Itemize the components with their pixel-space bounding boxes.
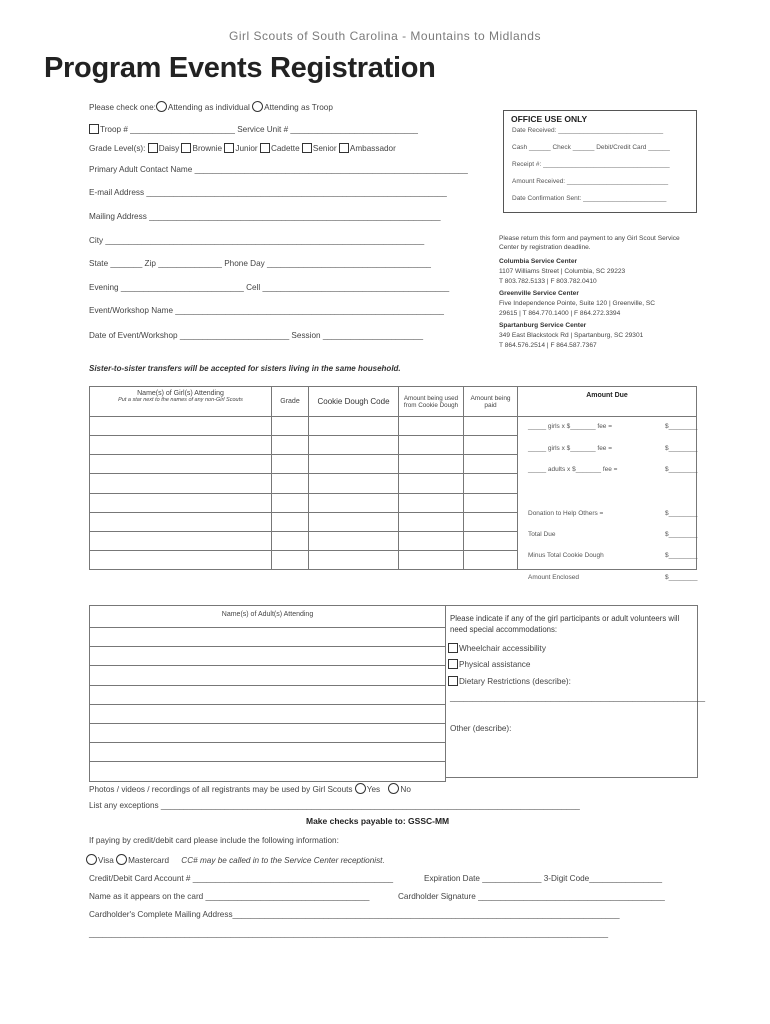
- wheelchair-checkbox[interactable]: [448, 643, 458, 653]
- office-use-header: OFFICE USE ONLY: [511, 114, 588, 124]
- photo-yes-radio[interactable]: [355, 783, 366, 794]
- grade-levels-row: [89, 143, 396, 153]
- ambassador-checkbox[interactable]: [339, 143, 349, 153]
- brownie-label: Brownie: [192, 144, 223, 153]
- wheelchair-label: Wheelchair accessibility: [459, 644, 546, 653]
- troop-checkbox[interactable]: [89, 124, 99, 134]
- due-adults: _____ adults x $_______ fee =: [528, 466, 618, 473]
- cadette-label: Cadette: [270, 144, 300, 153]
- due-girls-2-total[interactable]: $________: [665, 445, 698, 452]
- return-instructions: Please return this form and payment to any Girl Scout Service Center by registration deadline.: [499, 235, 680, 251]
- girl-name-cell[interactable]: [90, 417, 272, 436]
- grade-cell[interactable]: [272, 455, 309, 474]
- due-cookie-value[interactable]: $________: [665, 552, 698, 559]
- girls-names-note: Put a star next to the names of any non-Girl Scouts: [118, 397, 243, 403]
- office-line: Amount Received: ____________________________: [512, 178, 669, 185]
- service-centers: [499, 257, 655, 351]
- amount-used-cell[interactable]: [399, 436, 464, 455]
- expiration-code-field[interactable]: Expiration Date _____________ 3-Digit Code________________: [424, 874, 663, 883]
- ambassador-label: Ambassador: [349, 144, 396, 153]
- girl-name-cell[interactable]: [90, 493, 272, 512]
- center-address: 349 East Blackstock Rd | Spartanburg, SC 29301: [499, 332, 644, 339]
- card-type-row: [86, 854, 385, 865]
- amount-paid-cell[interactable]: [464, 455, 518, 474]
- card-account-field[interactable]: Credit/Debit Card Account # ____________________________________________: [89, 874, 394, 883]
- attendance-type-row: [89, 101, 333, 112]
- center-name: Columbia Service Center: [499, 258, 578, 265]
- photo-no-radio[interactable]: [388, 783, 399, 794]
- cookie-code-cell[interactable]: [309, 493, 399, 512]
- amount-used-cell[interactable]: [399, 531, 464, 550]
- mastercard-label: Mastercard: [128, 856, 170, 865]
- due-total: Total Due: [528, 531, 556, 538]
- amount-used-cell[interactable]: [399, 455, 464, 474]
- payable-note: Make checks payable to: GSSC-MM: [306, 816, 450, 826]
- daisy-checkbox[interactable]: [148, 143, 158, 153]
- grade-header: Grade: [272, 387, 309, 417]
- cc-call-note: CC# may be called in to the Service Center receptionist.: [181, 856, 385, 865]
- girl-name-cell[interactable]: [90, 512, 272, 531]
- amount-paid-cell[interactable]: [464, 417, 518, 436]
- troop-row: [89, 124, 418, 134]
- amount-paid-cell[interactable]: [464, 531, 518, 550]
- girl-name-cell[interactable]: [90, 436, 272, 455]
- girl-name-cell[interactable]: [90, 455, 272, 474]
- grade-cell[interactable]: [272, 512, 309, 531]
- adult-name-cell[interactable]: [90, 685, 446, 704]
- contact-name-field[interactable]: Primary Adult Contact Name ____________________________________________________________: [89, 165, 468, 174]
- event-name-field[interactable]: Event/Workshop Name ___________________________________________________________: [89, 306, 444, 315]
- due-cookie: Minus Total Cookie Dough: [528, 552, 604, 559]
- grade-cell[interactable]: [272, 474, 309, 493]
- accommodations-box: [445, 605, 705, 778]
- amount-used-cell[interactable]: [399, 493, 464, 512]
- girls-registration-table: [89, 386, 698, 581]
- physical-label: Physical assistance: [459, 660, 531, 669]
- check-one-label: Please check one:: [89, 103, 156, 112]
- cadette-checkbox[interactable]: [260, 143, 270, 153]
- adult-name-cell[interactable]: [90, 628, 446, 647]
- center-phone: T 864.576.2514 | F 864.587.7367: [499, 342, 597, 349]
- state-zip-phone-field[interactable]: State _______ Zip ______________ Phone Day ____________________________________: [89, 259, 431, 268]
- amount-used-cell[interactable]: [399, 417, 464, 436]
- sister-transfer-note: Sister-to-sister transfers will be accepted for sisters living in the same household.: [89, 364, 401, 373]
- due-donation-total[interactable]: $________: [665, 510, 698, 517]
- name-on-card-field[interactable]: Name as it appears on the card ____________________________________: [89, 892, 370, 901]
- physical-checkbox[interactable]: [448, 659, 458, 669]
- grade-cell[interactable]: [272, 493, 309, 512]
- troop-radio[interactable]: [252, 101, 263, 112]
- adult-name-cell[interactable]: [90, 723, 446, 742]
- grade-cell[interactable]: [272, 550, 309, 569]
- adult-name-cell[interactable]: [90, 704, 446, 723]
- daisy-label: Daisy: [158, 144, 180, 153]
- center-address: Five Independence Pointe, Suite 120 | Greenville, SC: [499, 300, 656, 307]
- cookie-code-cell[interactable]: [309, 531, 399, 550]
- other-label[interactable]: Other (describe):: [450, 724, 512, 733]
- mastercard-radio[interactable]: [116, 854, 127, 865]
- cookie-code-cell[interactable]: [309, 436, 399, 455]
- due-donation: Donation to Help Others =: [528, 510, 604, 517]
- cardholder-address-field[interactable]: Cardholder's Complete Mailing Address_____________________________________________________________________________________: [89, 910, 620, 919]
- grade-levels-label: Grade Level(s):: [89, 144, 146, 153]
- due-total-value[interactable]: $________: [665, 531, 698, 538]
- girls-names-label: Name(s) of Girl(s) Attending: [137, 390, 224, 397]
- center-phone: T 803.782.5133 | F 803.782.0410: [499, 278, 597, 285]
- mailing-address-field[interactable]: Mailing Address ________________________________________________________________: [89, 212, 441, 221]
- photo-consent-row: [89, 783, 411, 794]
- cookie-code-cell[interactable]: [309, 474, 399, 493]
- amount-used-cell[interactable]: [399, 512, 464, 531]
- brownie-checkbox[interactable]: [181, 143, 191, 153]
- due-adults-total[interactable]: $________: [665, 466, 698, 473]
- center-name: Greenville Service Center: [499, 290, 579, 297]
- grade-cell[interactable]: [272, 417, 309, 436]
- due-girls-2: _____ girls x $_______ fee =: [528, 445, 613, 452]
- adult-name-cell[interactable]: [90, 762, 446, 781]
- office-line: Date Received: _____________________________: [512, 127, 664, 134]
- amount-paid-cell[interactable]: [464, 550, 518, 569]
- office-use-box: [503, 110, 697, 213]
- center-address: 1107 Williams Street | Columbia, SC 29223: [499, 268, 626, 275]
- grade-cell[interactable]: [272, 436, 309, 455]
- photo-no-label: No: [400, 785, 411, 794]
- center-name: Spartanburg Service Center: [499, 322, 587, 329]
- organization-name: Girl Scouts of South Carolina - Mountains to Midlands: [229, 29, 541, 43]
- amount-due-header: Amount Due: [518, 387, 697, 417]
- city-field[interactable]: City ______________________________________________________________________: [89, 236, 425, 245]
- office-line: Cash ______ Check ______ Debit/Credit Card ______: [512, 144, 670, 151]
- dietary-label: Dietary Restrictions (describe):: [459, 677, 571, 686]
- adults-table: [89, 605, 446, 782]
- adult-name-cell[interactable]: [90, 743, 446, 762]
- due-girls-1-total[interactable]: $________: [665, 423, 698, 430]
- cookie-code-cell[interactable]: [309, 512, 399, 531]
- dietary-row: [448, 676, 571, 686]
- event-date-session-field[interactable]: Date of Event/Workshop ________________________ Session ______________________: [89, 331, 424, 340]
- due-girls-1: _____ girls x $_______ fee =: [528, 423, 613, 430]
- cardholder-address-line-2[interactable]: __________________________________________________________________________________________________________________: [89, 929, 609, 938]
- office-line: Date Confirmation Sent: _______________________: [512, 195, 667, 202]
- grade-cell[interactable]: [272, 531, 309, 550]
- visa-radio[interactable]: [86, 854, 97, 865]
- amount-paid-header: Amount being paid: [464, 387, 518, 417]
- due-enclosed: Amount Enclosed: [528, 574, 579, 581]
- troop-label: Attending as Troop: [264, 103, 333, 112]
- adults-header: Name(s) of Adult(s) Attending: [90, 606, 446, 628]
- individual-radio[interactable]: [156, 101, 167, 112]
- cookie-code-header: Cookie Dough Code: [309, 387, 399, 417]
- email-field[interactable]: E-mail Address __________________________________________________________________: [89, 188, 447, 197]
- cookie-code-cell[interactable]: [309, 455, 399, 474]
- evening-cell-field[interactable]: Evening ___________________________ Cell _________________________________________: [89, 283, 450, 292]
- wheelchair-row: [448, 643, 546, 653]
- credit-card-note: If paying by credit/debit card please include the following information:: [89, 836, 339, 845]
- center-phone: 29615 | T 864.770.1400 | F 864.272.3394: [499, 310, 621, 317]
- amount-paid-cell[interactable]: [464, 436, 518, 455]
- photo-yes-label: Yes: [366, 785, 381, 794]
- amount-paid-cell[interactable]: [464, 474, 518, 493]
- adult-name-cell[interactable]: [90, 647, 446, 666]
- cookie-code-cell[interactable]: [309, 550, 399, 569]
- amount-paid-cell[interactable]: [464, 493, 518, 512]
- senior-label: Senior: [312, 144, 337, 153]
- amount-due-cell: [518, 417, 698, 581]
- cookie-code-cell[interactable]: [309, 417, 399, 436]
- dietary-line[interactable]: ________________________________________________________: [450, 693, 705, 702]
- individual-label: Attending as individual: [167, 103, 250, 112]
- signature-field[interactable]: Cardholder Signature _________________________________________: [398, 892, 665, 901]
- dietary-checkbox[interactable]: [448, 676, 458, 686]
- amount-paid-cell[interactable]: [464, 512, 518, 531]
- junior-checkbox[interactable]: [224, 143, 234, 153]
- office-line: Receipt #: ___________________________________: [512, 161, 670, 168]
- junior-label: Junior: [235, 144, 258, 153]
- girl-name-cell[interactable]: [90, 474, 272, 493]
- visa-label: Visa: [98, 856, 114, 865]
- physical-row: [448, 659, 530, 669]
- girl-name-cell[interactable]: [90, 531, 272, 550]
- amount-used-cell[interactable]: [399, 550, 464, 569]
- adult-name-cell[interactable]: [90, 666, 446, 685]
- photo-consent-label: Photos / videos / recordings of all registrants may be used by Girl Scouts: [89, 785, 353, 794]
- senior-checkbox[interactable]: [302, 143, 312, 153]
- page-title: Program Events Registration: [44, 52, 436, 84]
- girl-name-cell[interactable]: [90, 550, 272, 569]
- amount-used-header: Amount being used from Cookie Dough: [399, 387, 464, 417]
- girls-names-header: [90, 387, 272, 417]
- amount-used-cell[interactable]: [399, 474, 464, 493]
- due-enclosed-value[interactable]: $________: [665, 574, 698, 581]
- troop-service-unit-field[interactable]: Troop # _______________________ Service Unit # ____________________________: [100, 125, 418, 134]
- exceptions-field[interactable]: List any exceptions ____________________________________________________________________________________________: [89, 801, 580, 810]
- accommodations-prompt: Please indicate if any of the girl participants or adult volunteers will need special accommodations:: [450, 614, 680, 634]
